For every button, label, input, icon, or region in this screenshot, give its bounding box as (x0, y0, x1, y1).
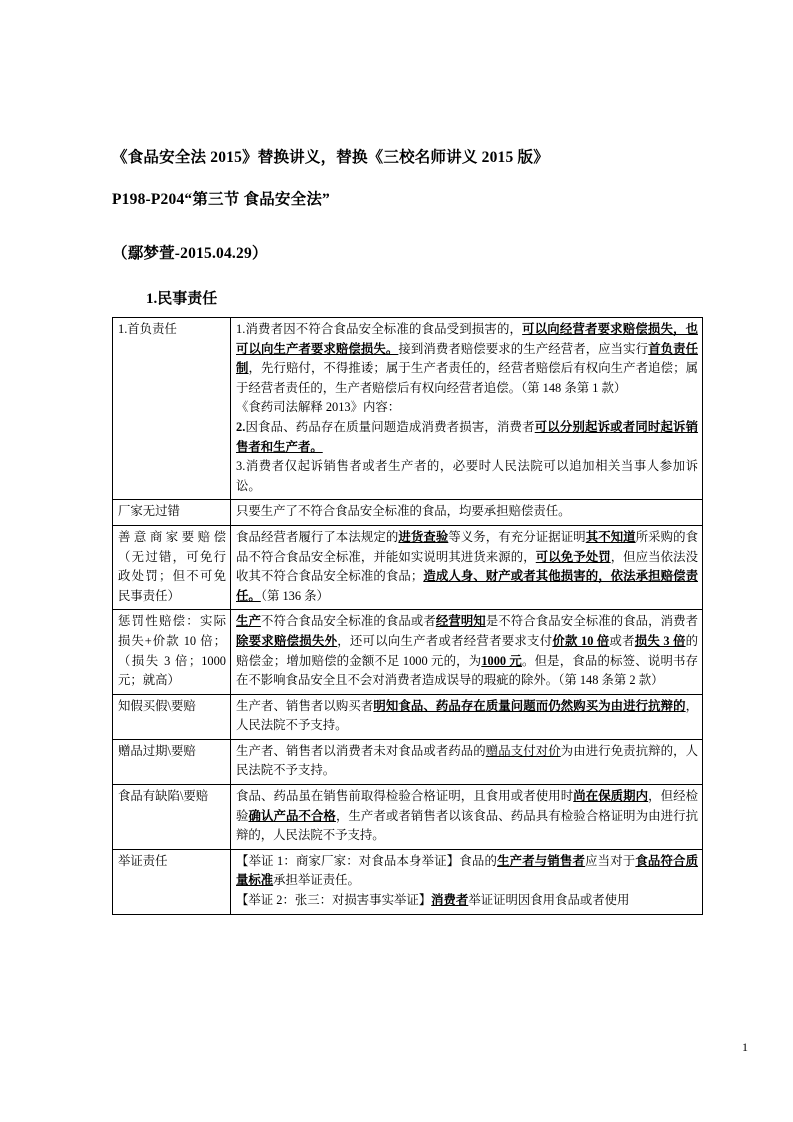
table-row (113, 849, 703, 914)
page-number: 1 (742, 1040, 748, 1054)
row-label-cell: 惩罚性赔偿：实际损失+价款 10 倍；（损失 3 倍；1000 元；就高） (113, 610, 231, 694)
table-row (113, 610, 703, 694)
heading-line-3: （鄢梦萱-2015.04.29） (112, 245, 268, 262)
row-body-cell: 食品、药品虽在销售前取得检验合格证明，且食用或者使用时尚在保质期内，但经检验确认产品不合格，生产者或者销售者以该食品、药品具有检验合格证明为由进行抗辩的，人民法院不予支持。 (231, 785, 703, 850)
document-heading (112, 150, 684, 290)
row-label-cell: 知假买假\要赔 (113, 694, 231, 739)
table-row (113, 525, 703, 609)
row-label-cell: 食品有缺陷\要赔 (113, 785, 231, 850)
table-body (113, 318, 703, 915)
table-row (113, 318, 703, 500)
table-row (113, 739, 703, 784)
section-title: 1.民事责任 (146, 291, 218, 307)
row-body-cell: 【举证 1：商家厂家：对食品本身举证】食品的生产者与销售者应当对于食品符合质量标准承担举证责任。 【举证 2：张三：对损害事实举证】消费者举证证明因食用食品或者使用 (231, 849, 703, 914)
heading-line-2: P198-P204“第三节 食品安全法” (112, 191, 330, 208)
row-label-cell: 1.首负责任 (113, 318, 231, 500)
row-body-cell: 只要生产了不符合食品安全标准的食品，均要承担赔偿责任。 (231, 500, 703, 526)
row-label-cell: 厂家无过错 (113, 500, 231, 526)
row-body-cell: 生产者、销售者以消费者未对食品或者药品的赠品支付对价为由进行免责抗辩的，人民法院不予支持。 (231, 739, 703, 784)
row-label-cell: 善意商家要赔偿（无过错，可免行政处罚；但不可免民事责任） (113, 525, 231, 609)
heading-line-1: 《食品安全法 2015》替换讲义，替换《三校名师讲义 2015 版》 (112, 149, 549, 166)
document-content (112, 149, 699, 915)
row-label-cell: 赠品过期\要赔 (113, 739, 231, 784)
row-body-cell: 生产不符合食品安全标准的食品或者经营明知是不符合食品安全标准的食品，消费者除要求赔偿损失外，还可以向生产者或者经营者要求支付价款 10 倍或者损失 3 倍的赔偿金；增加赔偿的金额不足 1000 元的，为1000 元。但是，食品的标签、说明书存在不影响食品安全且不会对消费者造成误导的瑕疵的除外。（第 148 条第 2 款） (231, 610, 703, 694)
civil-liability-table (112, 317, 703, 915)
row-label-cell: 举证责任 (113, 849, 231, 914)
table-row (113, 785, 703, 850)
table-row (113, 500, 703, 526)
row-body-cell: 1.消费者因不符合食品安全标准的食品受到损害的，可以向经营者要求赔偿损失，也可以向生产者要求赔偿损失。接到消费者赔偿要求的生产经营者，应当实行首负责任制，先行赔付，不得推诿；属于生产者责任的，经营者赔偿后有权向生产者追偿；属于经营者责任的，生产者赔偿后有权向经营者追偿。（第 148 条第 1 款） 《食药司法解释 2013》内容： 2.因食品、药品存在质量问题造成消费者损害，消费者可以分别起诉或者同时起诉销售者和生产者。 3.消费者仅起诉销售者或者生产者的，必要时人民法院可以追加相关当事人参加诉讼。 (231, 318, 703, 500)
table-row (113, 694, 703, 739)
row-body-cell: 生产者、销售者以购买者明知食品、药品存在质量问题而仍然购买为由进行抗辩的，人民法院不予支持。 (231, 694, 703, 739)
row-body-cell: 食品经营者履行了本法规定的进货查验等义务，有充分证据证明其不知道所采购的食品不符合食品安全标准，并能如实说明其进货来源的，可以免予处罚，但应当依法没收其不符合食品安全标准的食品；造成人身、财产或者其他损害的，依法承担赔偿责任。（第 136 条） (231, 525, 703, 609)
